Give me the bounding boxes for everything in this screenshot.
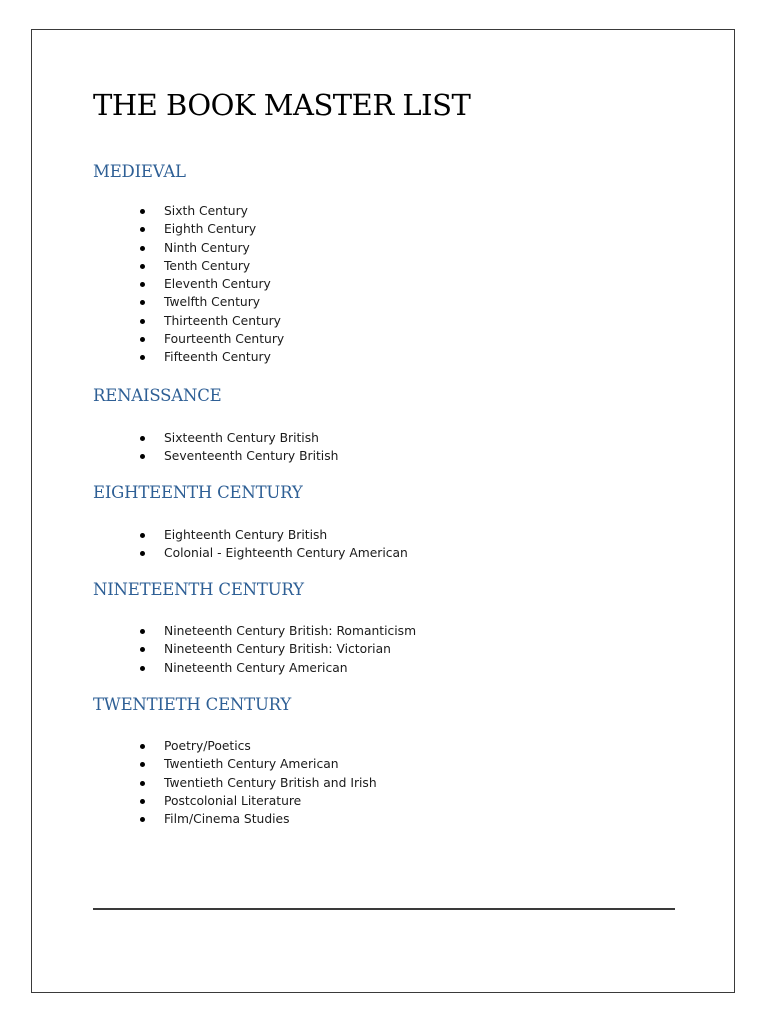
section-list xyxy=(93,526,408,563)
list-item xyxy=(93,755,377,773)
list-item-label: Twelfth Century xyxy=(164,295,261,310)
list-item xyxy=(93,622,416,640)
bullet-icon xyxy=(140,551,145,556)
section-eighteenth-century xyxy=(93,482,408,561)
list-item-label: Sixth Century xyxy=(164,204,248,218)
bullet-icon xyxy=(140,337,145,342)
section-nineteenth-century xyxy=(93,579,417,675)
list-item-label: Eleventh Century xyxy=(164,277,271,292)
bullet-icon xyxy=(140,744,145,749)
list-item-label: Postcolonial Literature xyxy=(164,793,302,808)
bullet-icon xyxy=(140,799,145,804)
section-heading: MEDIEVAL xyxy=(93,162,186,181)
bullet-icon xyxy=(140,209,145,214)
section-heading: TWENTIETH CENTURY xyxy=(93,695,292,714)
section-list xyxy=(93,737,377,828)
list-item-label: Thirteenth Century xyxy=(164,313,281,328)
list-item-label: Ninth Century xyxy=(164,240,250,255)
list-item-label: Seventeenth Century British xyxy=(164,449,339,464)
list-item-label: Nineteenth Century British: Victorian xyxy=(164,642,391,657)
footer-divider xyxy=(93,908,675,910)
section-medieval xyxy=(93,161,285,365)
list-item-label: Sixteenth Century British xyxy=(164,431,319,445)
list-item xyxy=(93,774,377,792)
document-page xyxy=(31,29,735,993)
list-item xyxy=(93,239,284,257)
list-item-label: Twentieth Century American xyxy=(164,757,339,772)
section-twentieth-century xyxy=(93,694,377,827)
bullet-icon xyxy=(140,647,145,652)
document-title: THE BOOK MASTER LIST xyxy=(93,88,471,122)
list-item-label: Eighth Century xyxy=(164,222,257,237)
list-item-label: Fourteenth Century xyxy=(164,332,285,347)
list-item xyxy=(93,257,284,275)
list-item-label: Nineteenth Century British: Romanticism xyxy=(164,624,417,638)
list-item-label: Poetry/Poetics xyxy=(164,739,251,753)
list-item xyxy=(93,526,408,544)
bullet-icon xyxy=(140,319,145,324)
list-item xyxy=(93,792,377,810)
section-heading: EIGHTEENTH CENTURY xyxy=(93,483,303,502)
list-item-label: Film/Cinema Studies xyxy=(164,812,290,827)
bullet-icon xyxy=(140,629,145,634)
bullet-icon xyxy=(140,666,145,671)
list-item xyxy=(93,220,284,238)
list-item-label: Nineteenth Century American xyxy=(164,660,348,675)
list-item xyxy=(93,202,284,220)
section-heading: NINETEENTH CENTURY xyxy=(93,580,304,599)
list-item xyxy=(93,810,377,828)
list-item-label: Fifteenth Century xyxy=(164,350,271,365)
bullet-icon xyxy=(140,762,145,767)
list-item-label: Tenth Century xyxy=(164,258,251,273)
bullet-icon xyxy=(140,436,145,441)
list-item xyxy=(93,275,284,293)
list-item xyxy=(93,293,284,311)
section-list xyxy=(93,622,416,677)
list-item-label: Eighteenth Century British xyxy=(164,528,328,542)
bullet-icon xyxy=(140,300,145,305)
list-item xyxy=(93,348,284,366)
bullet-icon xyxy=(140,264,145,269)
section-list xyxy=(93,202,284,367)
bullet-icon xyxy=(140,454,145,459)
list-item xyxy=(93,447,338,465)
section-heading: RENAISSANCE xyxy=(93,386,222,405)
list-item xyxy=(93,737,377,755)
bullet-icon xyxy=(140,355,145,360)
list-item xyxy=(93,640,416,658)
bullet-icon xyxy=(140,533,145,538)
list-item xyxy=(93,312,284,330)
list-item xyxy=(93,659,416,677)
bullet-icon xyxy=(140,781,145,786)
list-item xyxy=(93,330,284,348)
bullet-icon xyxy=(140,227,145,232)
list-item-label: Twentieth Century British and Irish xyxy=(164,775,377,790)
list-item xyxy=(93,429,338,447)
list-item-label: Colonial - Eighteenth Century American xyxy=(164,546,408,561)
list-item xyxy=(93,544,408,562)
section-renaissance xyxy=(93,385,339,464)
bullet-icon xyxy=(140,282,145,287)
bullet-icon xyxy=(140,817,145,822)
section-list xyxy=(93,429,338,466)
bullet-icon xyxy=(140,246,145,251)
